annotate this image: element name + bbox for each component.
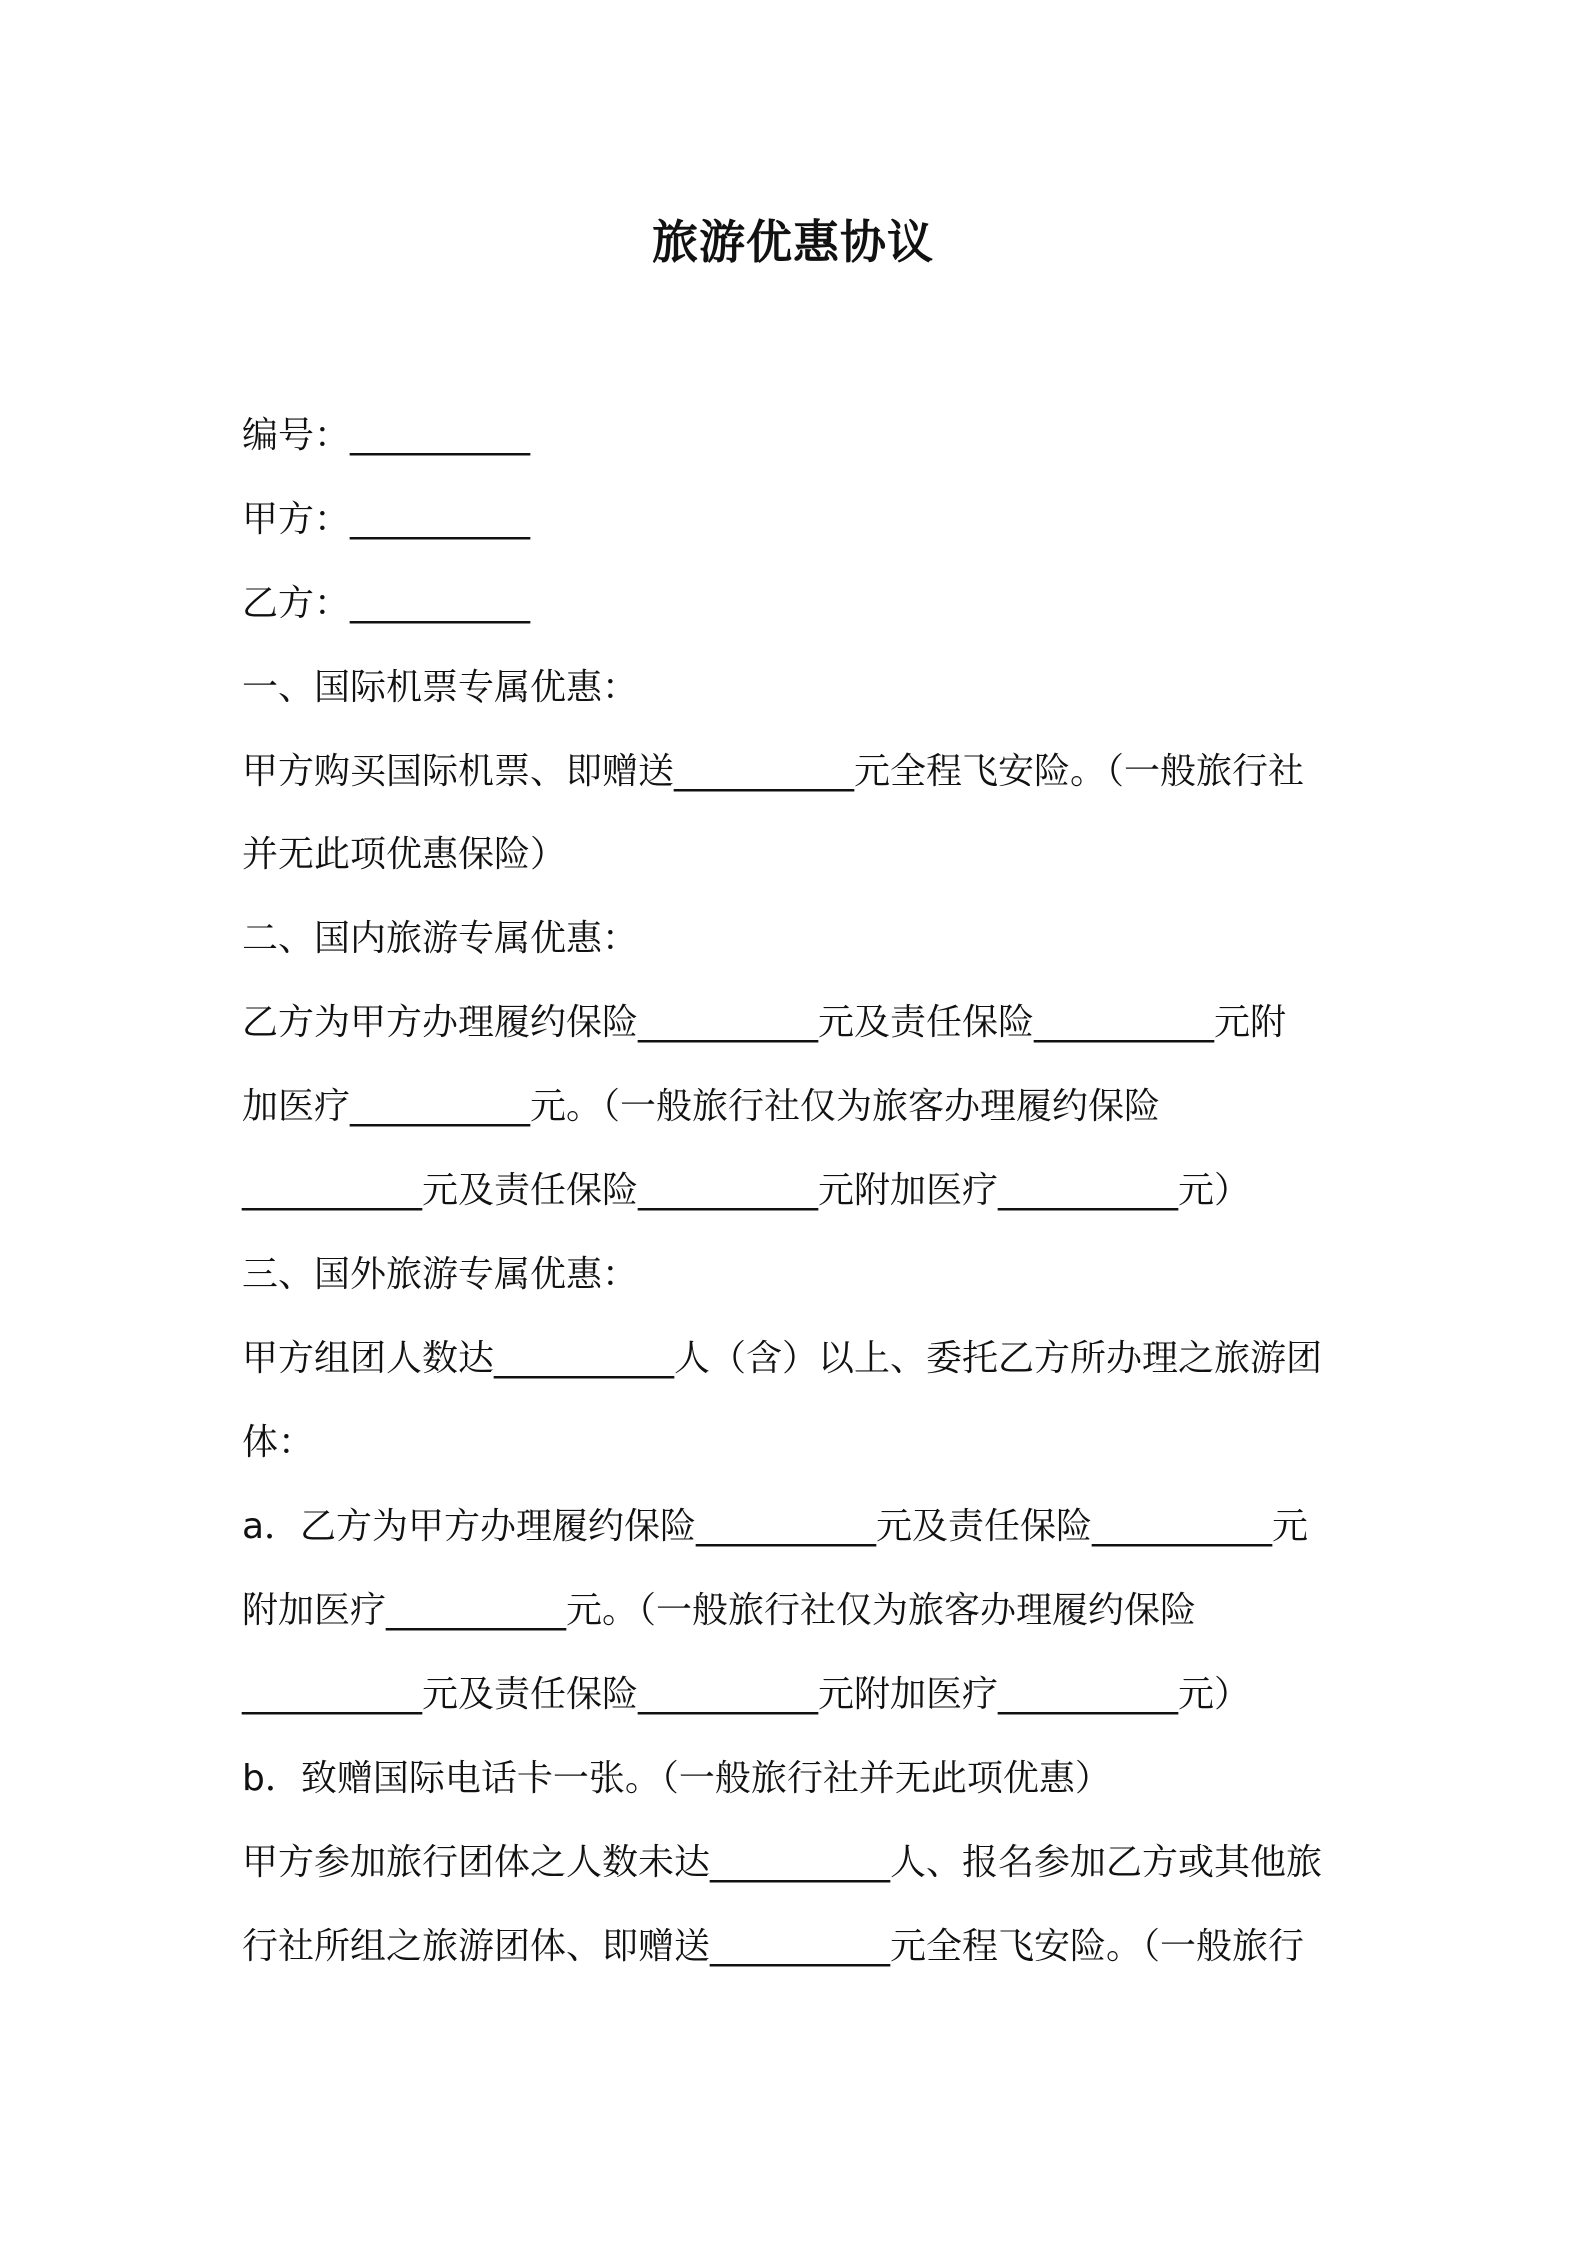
paragraph-line: 甲方组团人数达__________人（含）以上、委托乙方所办理之旅游团 [242, 1338, 1323, 1379]
paragraph-line: 附加医疗__________元。（一般旅行社仅为旅客办理履约保险 [242, 1590, 1197, 1631]
document-title: 旅游优惠协议 [652, 215, 934, 269]
paragraph-line: 行社所组之旅游团体、即赠送__________元全程飞安险。（一般旅行 [242, 1926, 1305, 1967]
paragraph-line: __________元及责任保险__________元附加医疗__________元） [242, 1170, 1251, 1211]
paragraph-line: 并无此项优惠保险） [242, 834, 567, 875]
list-item-a: a．乙方为甲方办理履约保险__________元及责任保险__________元 [242, 1506, 1309, 1547]
paragraph-line: 加医疗__________元。（一般旅行社仅为旅客办理履约保险 [242, 1086, 1161, 1127]
section-heading-overseas-travel: 三、国外旅游专属优惠： [242, 1254, 639, 1295]
section-heading-international-tickets: 一、国际机票专属优惠： [242, 667, 639, 708]
paragraph-line: 甲方购买国际机票、即赠送__________元全程飞安险。（一般旅行社 [242, 751, 1305, 792]
field-party-b: 乙方：__________ [242, 583, 531, 624]
field-party-a: 甲方：__________ [242, 499, 531, 540]
paragraph-line: 甲方参加旅行团体之人数未达__________人、报名参加乙方或其他旅 [242, 1842, 1323, 1883]
list-item-b: b．致赠国际电话卡一张。（一般旅行社并无此项优惠） [242, 1758, 1111, 1799]
paragraph-line: 体： [242, 1422, 315, 1463]
paragraph-line: 乙方为甲方办理履约保险__________元及责任保险__________元附 [242, 1002, 1287, 1043]
paragraph-line: __________元及责任保险__________元附加医疗__________元） [242, 1674, 1251, 1715]
field-serial-number: 编号：__________ [242, 415, 531, 456]
section-heading-domestic-travel: 二、国内旅游专属优惠： [242, 918, 639, 959]
